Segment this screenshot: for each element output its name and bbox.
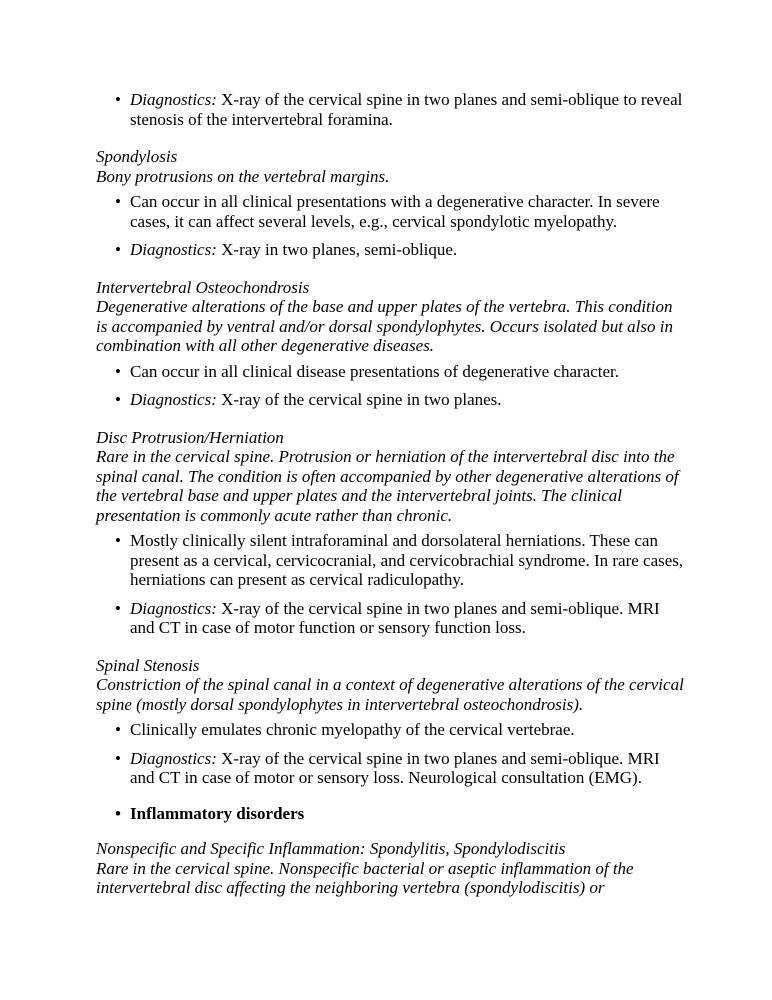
section-heading: Disc Protrusion/Herniation: [96, 427, 284, 447]
section-description: Bony protrusions on the vertebral margins.: [96, 166, 390, 186]
section-heading: Nonspecific and Specific Inflammation: Spondylitis, Spondylodiscitis: [96, 839, 566, 858]
section-heading: Intervertebral Osteochondrosis: [96, 277, 310, 297]
section-description: Degenerative alterations of the base and upper plates of the vertebra. This condition is accompanied by ventral and/or dorsal spondylophytes. Occurs isolated but also in combination with all other degenerative diseases.: [96, 297, 673, 355]
bullet-text: X-ray of the cervical spine in two planes and semi-oblique to reveal stenosis of the intervertebral foramina.: [130, 90, 683, 129]
bullet-item: [96, 531, 686, 590]
bullet-item: [96, 362, 686, 382]
document-page: [96, 90, 686, 898]
bullet-lead: Diagnostics:: [130, 240, 217, 259]
section-osteochondrosis: [96, 278, 686, 410]
bullet-item-inflammatory: [96, 804, 686, 824]
bullet-text: X-ray in two planes, semi-oblique.: [216, 240, 458, 259]
bullet-lead: Diagnostics:: [130, 90, 217, 109]
section-heading: Spondylosis: [96, 147, 178, 166]
bullet-text: Clinically emulates chronic myelopathy of the cervical vertebrae.: [130, 720, 575, 739]
bullet-list: [96, 362, 686, 410]
bullet-text: Can occur in all clinical disease presentations of degenerative character.: [130, 361, 619, 381]
bullet-text: Mostly clinically silent intraforaminal and dorsolateral herniations. These can present as a cervical, cervicocranial, and cervicobrachial syndrome. In rare cases, herniations can present as cervical radiculopathy.: [130, 531, 684, 589]
bullet-item: [96, 599, 686, 638]
bullet-item: [96, 720, 686, 740]
section-heading: Spinal Stenosis: [96, 655, 200, 675]
bullet-list: [96, 531, 686, 638]
bullet-text: Can occur in all clinical presentations with a degenerative character. In severe cases, it can affect several levels, e.g., cervical spondylotic myelopathy.: [130, 192, 660, 231]
section-description: Constriction of the spinal canal in a context of degenerative alterations of the cervical spine (mostly dorsal spondylophytes in intervertebral osteochondrosis).: [96, 675, 684, 714]
intro-bullet-list: [96, 90, 686, 129]
bullet-item: [96, 192, 686, 231]
section-spinal-stenosis: [96, 656, 686, 824]
bullet-item: [96, 749, 686, 788]
bullet-item: [96, 90, 686, 129]
bullet-list: [96, 720, 686, 823]
bullet-lead: Diagnostics:: [130, 390, 217, 409]
section-inflammation: [96, 839, 686, 898]
section-description: Rare in the cervical spine. Protrusion or herniation of the intervertebral disc into the spinal canal. The condition is often accompanied by other degenerative alterations of the vertebral base and upper plates and the intervertebral joints. The clinical presentation is commonly acute rather than chronic.: [96, 447, 679, 525]
bullet-lead: Diagnostics:: [130, 598, 217, 618]
bullet-text: X-ray of the cervical spine in two planes and semi-oblique. MRI and CT in case of motor function or sensory function loss.: [130, 598, 660, 637]
section-disc-herniation: [96, 428, 686, 638]
section-spondylosis: [96, 147, 686, 260]
bullet-item: [96, 240, 686, 260]
bullet-text: X-ray of the cervical spine in two planes and semi-oblique. MRI and CT in case of motor or sensory loss. Neurological consultation (EMG).: [130, 748, 660, 787]
bullet-text: X-ray of the cervical spine in two planes.: [216, 390, 502, 409]
bullet-item: [96, 390, 686, 410]
bullet-text: Inflammatory disorders: [130, 803, 305, 823]
section-description: Rare in the cervical spine. Nonspecific bacterial or aseptic inflammation of the intervertebral disc affecting the neighboring vertebra (spondylodiscitis) or: [96, 858, 634, 897]
bullet-list: [96, 192, 686, 260]
bullet-lead: Diagnostics:: [130, 748, 217, 768]
